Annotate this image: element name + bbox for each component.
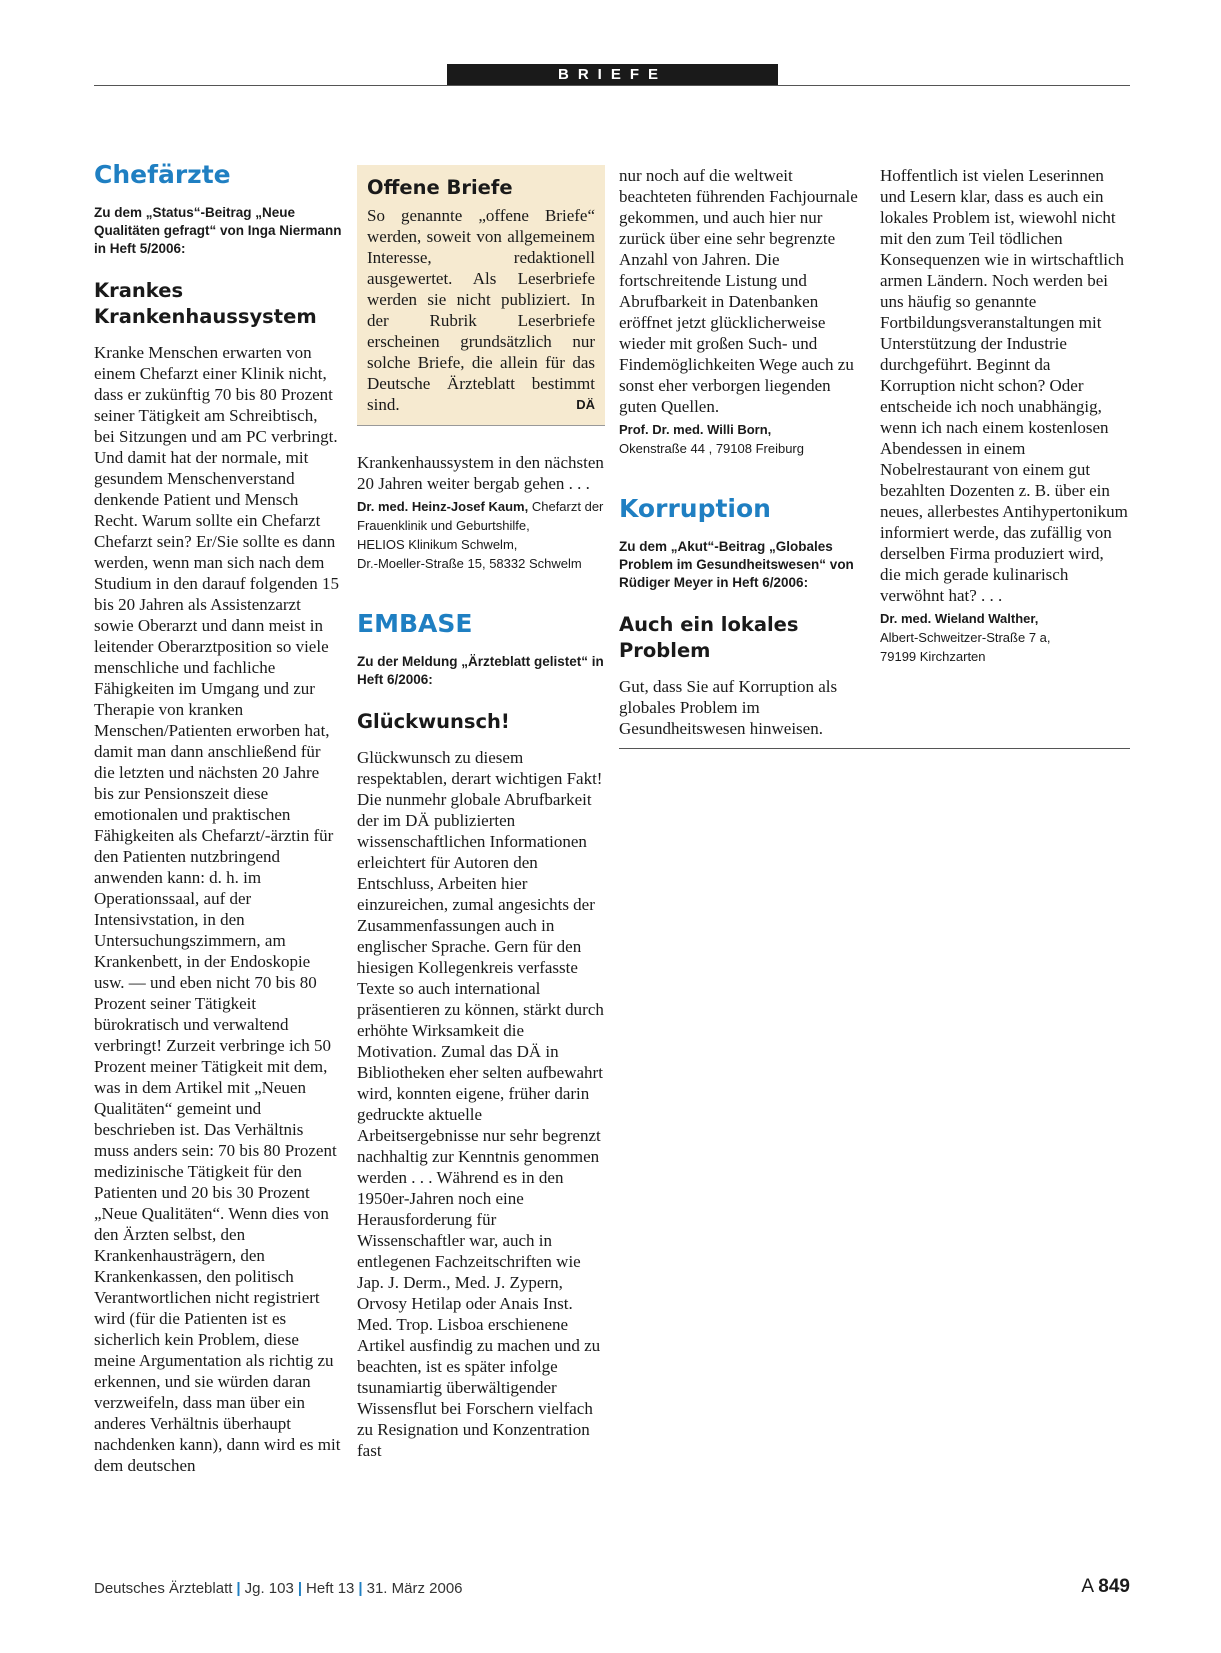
journal-volume: Jg. 103: [244, 1580, 294, 1597]
letter-title: Krankes Krankenhaussystem: [94, 279, 317, 328]
letter-body-continued: Krankenhaussystem in den nächsten 20 Jahren weiter bergab gehen . . .: [357, 453, 604, 493]
author-address: Okenstraße 44 , 79108 Freiburg: [619, 441, 804, 456]
column-1: [94, 160, 342, 1476]
article-reference: Zu dem „Status“-Beitrag „Neue Qualitäten gefragt“ von Inga Niermann in Heft 5/2006:: [94, 205, 342, 256]
article-reference: Zu dem „Akut“-Beitrag „Globales Problem im Gesundheitswesen“ von Rüdiger Meyer in Heft 6/2006:: [619, 539, 854, 590]
letter-body-continued: Hoffentlich ist vielen Leserinnen und Lesern klar, dass es auch ein lokales Problem ist, wiewohl nicht mit den zum Teil tödlichen Konsequenzen wie in wirtschaftlich armen Ländern. Noch werden bei uns häufig so genannte Fortbildungsveranstaltungen mit Unterstützung der Industrie durchgeführt. Beginnt da Korruption nicht schon? Oder entscheide ich noch unabhängig, wenn ich nach einem kostenlosen Abendessen in einem Nobelrestaurant von einem gut bezahlten Dozenten z. B. über ein neues, allerbestes Antihypertonikum informiert werde, das zufällig von derselben Firma produziert wird, die mich gerade kulinarisch verwöhnt hat? . . .: [880, 166, 1128, 605]
headline-korruption: Korruption: [619, 494, 771, 523]
journal-issue: Heft 13: [306, 1580, 355, 1597]
info-box-text: [367, 205, 595, 415]
info-box-signature: DÄ: [576, 397, 595, 412]
author-name: Prof. Dr. med. Willi Born,: [619, 422, 772, 437]
info-box-text-content: So genannte „offene Briefe“ werden, soweit von allgemeinem Interesse, redaktionell ausgewertet. Als Leserbriefe werden sie nicht publiziert. In der Rubrik Leserbriefe erscheinen grundsätzlich nur solche Briefe, die allein für das Deutsche Ärzteblatt bestimmt sind.: [367, 206, 595, 414]
author-clinic: HELIOS Klinikum Schwelm,: [357, 537, 518, 552]
page-number: [1081, 1576, 1130, 1598]
letter-title: Auch ein lokales Problem: [619, 613, 799, 662]
section-end-rule: [619, 748, 1130, 749]
article-reference: Zu der Meldung „Ärzteblatt gelistet“ in Heft 6/2006:: [357, 654, 604, 687]
issue-date: 31. März 2006: [366, 1580, 463, 1597]
author-address: 79199 Kirchzarten: [880, 649, 986, 664]
author-role: Chefarzt der Frauenklinik und Geburtshilfe,: [357, 499, 604, 533]
column-4: [880, 165, 1128, 666]
page-footer: Deutsches Ärzteblatt | Jg. 103 | Heft 13 | 31. März 2006: [94, 1580, 463, 1597]
author-block: [880, 609, 1128, 666]
author-block: [619, 420, 867, 458]
page-prefix: A: [1081, 1576, 1094, 1597]
header-rule: [94, 85, 1130, 86]
author-address: Dr.-Moeller-Straße 15, 58332 Schwelm: [357, 556, 582, 571]
column-3: [619, 165, 867, 739]
letter-body: Gut, dass Sie auf Korruption als globales Problem im Gesundheitswesen hinweisen.: [619, 677, 838, 738]
journal-name: Deutsches Ärzteblatt: [94, 1580, 233, 1597]
letter-body-continued: nur noch auf die weltweit beachteten führenden Fachjournale gekommen, und auch hier nur zurück über eine sehr begrenzte Anzahl von Jahren. Die fortschreitende Listung und Abrufbarkeit in Datenbanken eröffnet jetzt glücklicherweise wieder mit großen Such- und Findemöglichkeiten Wege auch zu sonst eher verborgen liegenden guten Quellen.: [619, 166, 858, 416]
letter-body: Kranke Menschen erwarten von einem Chefarzt einer Klinik nicht, dass er zukünftig 70 bis 80 Prozent seiner Tätigkeit am Schreibtisch, bei Sitzungen und am PC verbringt. Und damit hat der normale, mit gesundem Menschenverstand denkende Patient und Mensch Recht. Warum sollte ein Chefarzt Chefarzt sein? Er/Sie sollte es dann werden, wenn man sich nach dem Studium in den darauf folgenden 15 bis 20 Jahren als Assistenzarzt sowie Oberarzt und dann meist in leitender Oberarztposition so viele menschliche und fachliche Fähigkeiten im Umgang und zur Therapie von kranken Menschen/Patienten erworben hat, damit man dann anschließend für die letzten und nächsten 20 Jahre bis zur Pensionszeit diese emotionalen und praktischen Fähigkeiten als Chefarzt/-ärztin für den Patienten nutzbringend anwenden kann: d. h. im Operationssaal, auf der Intensivstation, in den Untersuchungszimmern, am Krankenbett, in der Endoskopie usw. — und eben nicht 70 bis 80 Prozent seiner Tätigkeit bürokratisch und verwaltend verbringt! Zurzeit verbringe ich 50 Prozent meiner Tätigkeit mit dem, was in dem Artikel mit „Neuen Qualitäten“ gemeint und beschrieben ist. Das Verhältnis muss anders sein: 70 bis 80 Prozent medizinische Tätigkeit für den Patienten und 20 bis 30 Prozent „Neue Qualitäten“. Wenn dies von den Ärzten selbst, den Krankenhausträgern, den Krankenkassen, den politisch Verantwortlichen nicht registriert wird (für die Patienten ist es sicherlich kein Problem, diese meine Argumentation als richtig zu erkennen, und sie würden daran verzweifeln, dass man über ein anderes Verhältnis überhaupt nachdenken kann), dann wird es mit dem deutschen: [94, 343, 341, 1475]
info-box-offene-briefe: [357, 165, 605, 426]
author-address: Albert-Schweitzer-Straße 7 a,: [880, 630, 1051, 645]
info-box-title: Offene Briefe: [367, 176, 513, 199]
page-number-value: 849: [1098, 1576, 1130, 1597]
letter-title: Glückwunsch!: [357, 710, 510, 733]
column-2: [357, 160, 605, 1461]
author-name: Dr. med. Wieland Walther,: [880, 611, 1039, 626]
headline-embase: EMBASE: [357, 609, 473, 638]
section-tag: BRIEFE: [447, 64, 778, 85]
author-name: Dr. med. Heinz-Josef Kaum,: [357, 499, 529, 514]
headline-chefaerzte: Chefärzte: [94, 160, 231, 189]
letter-body: Glückwunsch zu diesem respektablen, derart wichtigen Fakt! Die nunmehr globale Abrufbarkeit der im DÄ publizierten wissenschaftlichen Informationen erleichtert für Autoren den Entschluss, Arbeiten hier einzureichen, zumal angesichts der Zusammenfassungen auch in englischer Sprache. Gern für den hiesigen Kollegenkreis verfasste Texte so auch international präsentieren zu können, stärkt durch erhöhte Wirksamkeit die Motivation. Zumal das DÄ in Bibliotheken eher selten aufbewahrt wird, konnten eigene, früher darin gedruckte aktuelle Arbeitsergebnisse nur sehr begrenzt nachhaltig zur Kenntnis genommen werden . . . Während es in den 1950er-Jahren noch eine Herausforderung für Wissenschaftler war, auch in entlegenen Fachzeitschriften wie Jap. J. Derm., Med. J. Zypern, Orvosy Hetilap oder Anais Inst. Med. Trop. Lisboa erschienene Artikel ausfindig zu machen und zu beachten, ist es später infolge tsunamiartig überwältigender Wissensflut bei Forschern vielfach zu Resignation und Konzentration fast: [357, 748, 604, 1460]
author-block: [357, 497, 605, 573]
